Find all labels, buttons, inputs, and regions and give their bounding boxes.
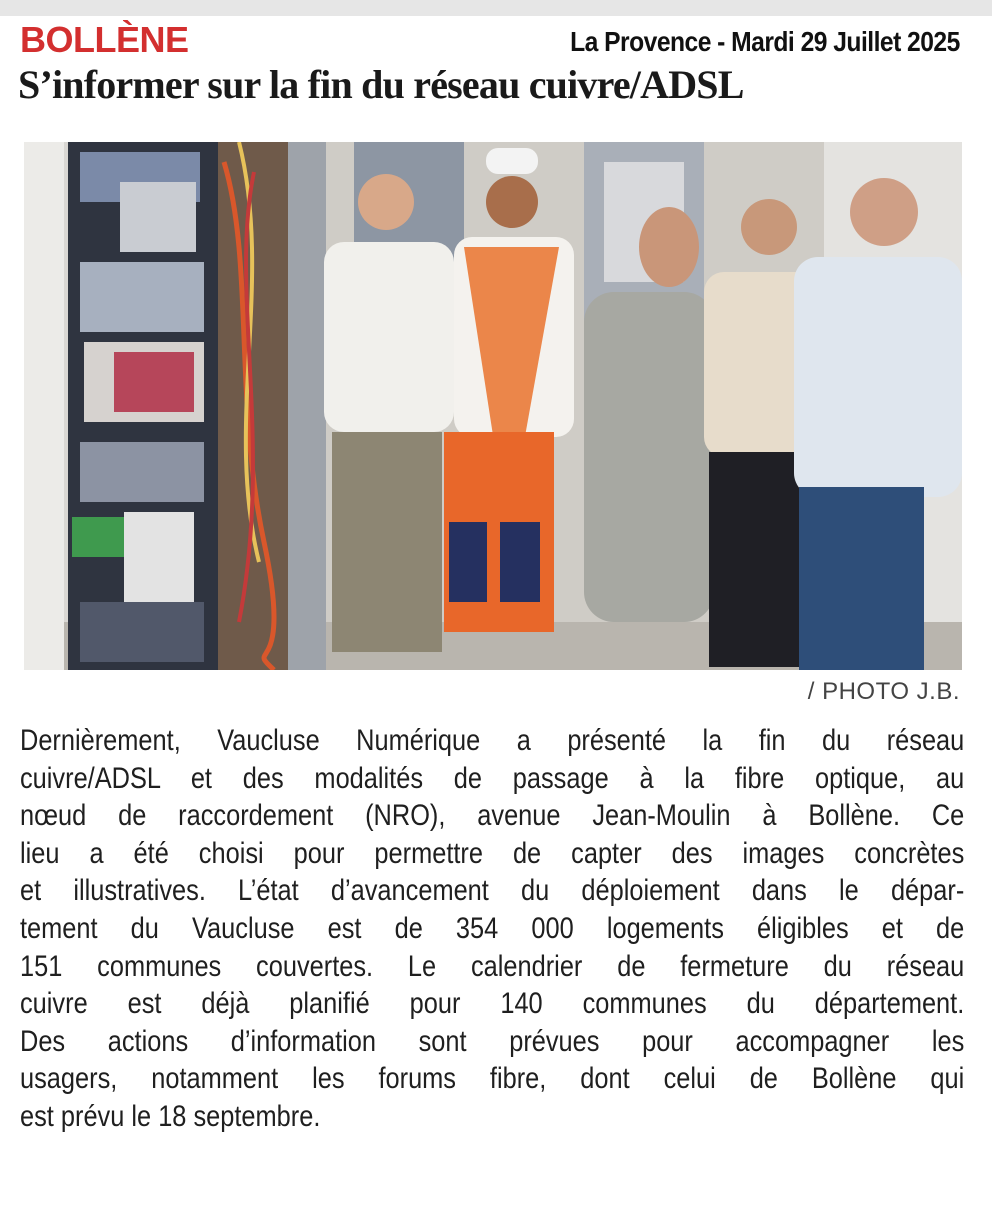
- article-headline: S’informer sur la fin du réseau cuivre/ADSL: [18, 62, 744, 107]
- body-line: Dernièrement, Vaucluse Numérique a présenté la fin du réseau: [20, 724, 965, 757]
- body-line: usagers, notamment les forums fibre, dont celui de Bollène qui: [20, 1062, 965, 1096]
- top-border-strip: [0, 0, 992, 16]
- body-line: cuivre/ADSL et des modalités de passage à la fibre optique, au: [20, 761, 965, 795]
- body-line: et illustratives. L’état d’avancement du déploiement dans le dépar-: [20, 874, 965, 908]
- body-line: cuivre est déjà planifié pour 140 communes du département.: [20, 987, 965, 1021]
- body-line: tement du Vaucluse est de 354 000 logements éligibles et de: [20, 911, 965, 945]
- article-photo: [24, 142, 962, 670]
- section-label: BOLLÈNE: [20, 19, 189, 60]
- body-line: 151 communes couvertes. Le calendrier de fermeture du réseau: [20, 949, 965, 983]
- photo-credit: / PHOTO J.B.: [807, 678, 960, 705]
- article-body: [20, 722, 965, 1136]
- body-line: lieu a été choisi pour permettre de capter des images concrètes: [20, 836, 965, 870]
- body-line: Des actions d’information sont prévues pour accompagner les: [20, 1024, 965, 1058]
- body-line: est prévu le 18 septembre.: [20, 1099, 321, 1133]
- publication-date-line: La Provence - Mardi 29 Juillet 2025: [570, 26, 960, 57]
- body-line: nœud de raccordement (NRO), avenue Jean-Moulin à Bollène. Ce: [20, 799, 965, 833]
